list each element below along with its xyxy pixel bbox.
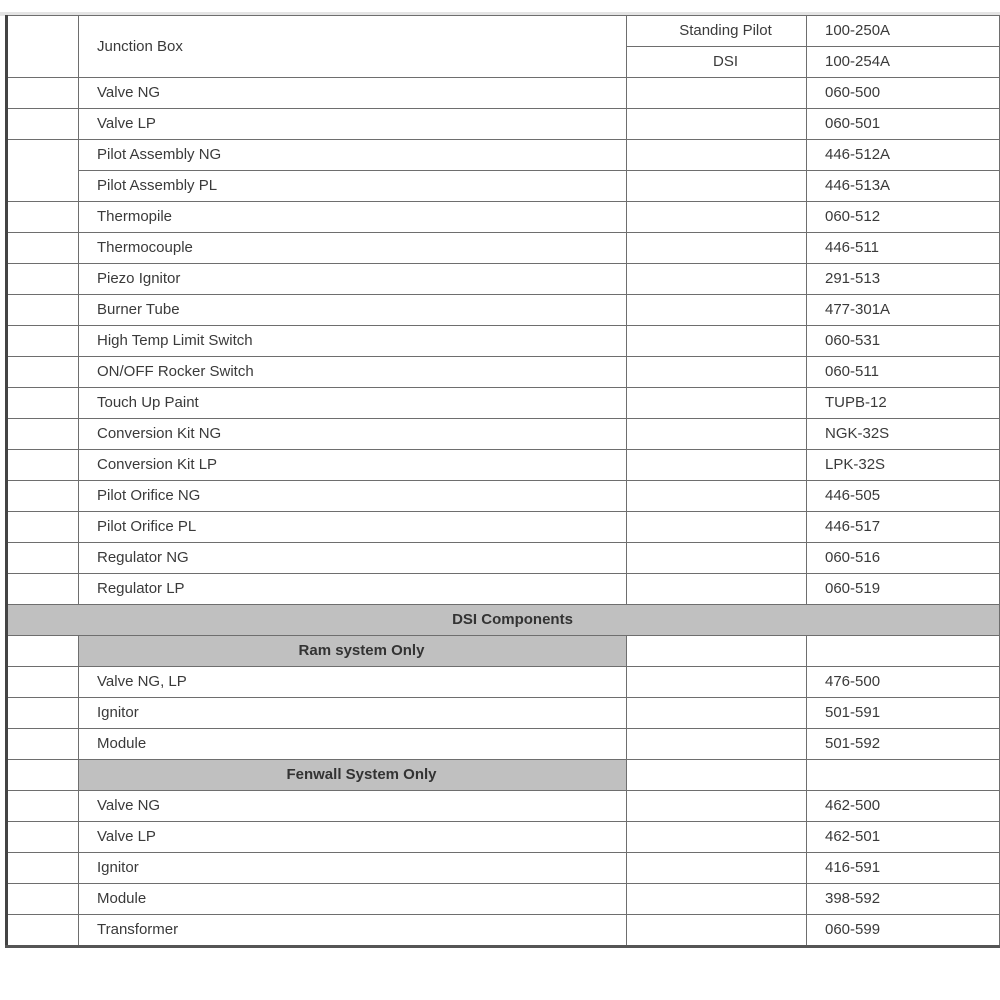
part-number: 060-511: [807, 357, 1000, 388]
group-title: Fenwall System Only: [79, 760, 627, 791]
part-number: 416-591: [807, 853, 1000, 884]
part-name: Burner Tube: [79, 295, 627, 326]
table-row: [7, 233, 1000, 264]
variant-type: [627, 636, 807, 667]
part-number: 501-591: [807, 698, 1000, 729]
part-name: Module: [79, 884, 627, 915]
table-row: [7, 295, 1000, 326]
variant-type: [627, 853, 807, 884]
part-number: 446-505: [807, 481, 1000, 512]
part-number: 060-512: [807, 202, 1000, 233]
index-cell: [7, 698, 79, 729]
variant-type: [627, 729, 807, 760]
part-number: [807, 760, 1000, 791]
part-name: Conversion Kit LP: [79, 450, 627, 481]
table-row: [7, 822, 1000, 853]
section-header-row: [7, 605, 1000, 636]
variant-type: Standing Pilot: [627, 16, 807, 47]
part-name: Valve NG, LP: [79, 667, 627, 698]
index-cell: [7, 853, 79, 884]
table-row: [7, 202, 1000, 233]
part-number: 060-500: [807, 78, 1000, 109]
part-number: 398-592: [807, 884, 1000, 915]
part-name: Piezo Ignitor: [79, 264, 627, 295]
group-header-row: [7, 636, 1000, 667]
index-cell: [7, 326, 79, 357]
part-name: Module: [79, 729, 627, 760]
variant-type: [627, 760, 807, 791]
table-row: [7, 388, 1000, 419]
index-cell: [7, 636, 79, 667]
index-cell: [7, 791, 79, 822]
part-name: Valve NG: [79, 791, 627, 822]
index-cell: [7, 388, 79, 419]
part-name: Pilot Assembly NG: [79, 140, 627, 171]
index-cell: [7, 729, 79, 760]
variant-type: [627, 543, 807, 574]
table-row: [7, 450, 1000, 481]
variant-type: [627, 140, 807, 171]
group-title: Ram system Only: [79, 636, 627, 667]
part-number: 446-511: [807, 233, 1000, 264]
index-cell: [7, 543, 79, 574]
table-row: [7, 729, 1000, 760]
table-row: [7, 78, 1000, 109]
table-row: [7, 171, 1000, 202]
part-number: 060-599: [807, 915, 1000, 947]
table-row: [7, 109, 1000, 140]
table-row: [7, 543, 1000, 574]
part-number: 446-517: [807, 512, 1000, 543]
table-row: [7, 853, 1000, 884]
part-number: 060-501: [807, 109, 1000, 140]
variant-type: [627, 78, 807, 109]
index-cell: [7, 109, 79, 140]
variant-type: [627, 574, 807, 605]
variant-type: [627, 667, 807, 698]
part-number: NGK-32S: [807, 419, 1000, 450]
group-header-row: [7, 760, 1000, 791]
index-cell: [7, 450, 79, 481]
part-number: 291-513: [807, 264, 1000, 295]
part-number: 060-531: [807, 326, 1000, 357]
index-cell: [7, 574, 79, 605]
part-number: 476-500: [807, 667, 1000, 698]
table-row: [7, 574, 1000, 605]
variant-type: [627, 171, 807, 202]
part-name: Thermopile: [79, 202, 627, 233]
index-cell: [7, 202, 79, 233]
index-cell: [7, 140, 79, 202]
table-row: [7, 884, 1000, 915]
index-cell: [7, 512, 79, 543]
part-name: Junction Box: [79, 16, 627, 78]
variant-type: [627, 357, 807, 388]
part-name: Transformer: [79, 915, 627, 947]
variant-type: [627, 295, 807, 326]
part-number: LPK-32S: [807, 450, 1000, 481]
variant-type: [627, 884, 807, 915]
part-number: 501-592: [807, 729, 1000, 760]
variant-type: [627, 822, 807, 853]
part-number: 060-519: [807, 574, 1000, 605]
part-number: 060-516: [807, 543, 1000, 574]
variant-type: [627, 450, 807, 481]
table-row: [7, 419, 1000, 450]
part-name: Valve NG: [79, 78, 627, 109]
index-cell: [7, 16, 79, 78]
variant-type: [627, 698, 807, 729]
part-name: High Temp Limit Switch: [79, 326, 627, 357]
part-number: 446-513A: [807, 171, 1000, 202]
part-number: 462-501: [807, 822, 1000, 853]
index-cell: [7, 884, 79, 915]
table-row: [7, 481, 1000, 512]
variant-type: [627, 512, 807, 543]
variant-type: [627, 388, 807, 419]
part-name: Valve LP: [79, 109, 627, 140]
index-cell: [7, 822, 79, 853]
index-cell: [7, 760, 79, 791]
index-cell: [7, 667, 79, 698]
part-name: Pilot Orifice PL: [79, 512, 627, 543]
variant-type: [627, 202, 807, 233]
table-row: [7, 512, 1000, 543]
part-number: TUPB-12: [807, 388, 1000, 419]
index-cell: [7, 78, 79, 109]
part-name: Pilot Orifice NG: [79, 481, 627, 512]
part-name: Conversion Kit NG: [79, 419, 627, 450]
variant-type: [627, 481, 807, 512]
variant-type: [627, 233, 807, 264]
part-number: 462-500: [807, 791, 1000, 822]
table-row: [7, 698, 1000, 729]
variant-type: [627, 419, 807, 450]
part-number: 100-250A: [807, 16, 1000, 47]
index-cell: [7, 419, 79, 450]
index-cell: [7, 233, 79, 264]
index-cell: [7, 264, 79, 295]
part-name: ON/OFF Rocker Switch: [79, 357, 627, 388]
index-cell: [7, 481, 79, 512]
part-number: [807, 636, 1000, 667]
variant-type: [627, 264, 807, 295]
table-row: [7, 791, 1000, 822]
table-row: [7, 326, 1000, 357]
section-title: DSI Components: [7, 605, 1000, 636]
index-cell: [7, 915, 79, 947]
part-name: Touch Up Paint: [79, 388, 627, 419]
variant-type: DSI: [627, 47, 807, 78]
part-name: Regulator LP: [79, 574, 627, 605]
table-row: [7, 140, 1000, 171]
index-cell: [7, 295, 79, 326]
part-name: Regulator NG: [79, 543, 627, 574]
part-name: Ignitor: [79, 698, 627, 729]
part-number: 100-254A: [807, 47, 1000, 78]
variant-type: [627, 915, 807, 947]
part-name: Thermocouple: [79, 233, 627, 264]
table-row-junction-box-standing-pilot: [7, 16, 1000, 47]
part-name: Pilot Assembly PL: [79, 171, 627, 202]
variant-type: [627, 791, 807, 822]
table-row: [7, 915, 1000, 947]
part-number: 446-512A: [807, 140, 1000, 171]
index-cell: [7, 357, 79, 388]
table-row: [7, 667, 1000, 698]
part-name: Valve LP: [79, 822, 627, 853]
variant-type: [627, 326, 807, 357]
parts-table: [5, 15, 1000, 948]
table-row: [7, 357, 1000, 388]
table-row: [7, 264, 1000, 295]
variant-type: [627, 109, 807, 140]
part-name: Ignitor: [79, 853, 627, 884]
part-number: 477-301A: [807, 295, 1000, 326]
